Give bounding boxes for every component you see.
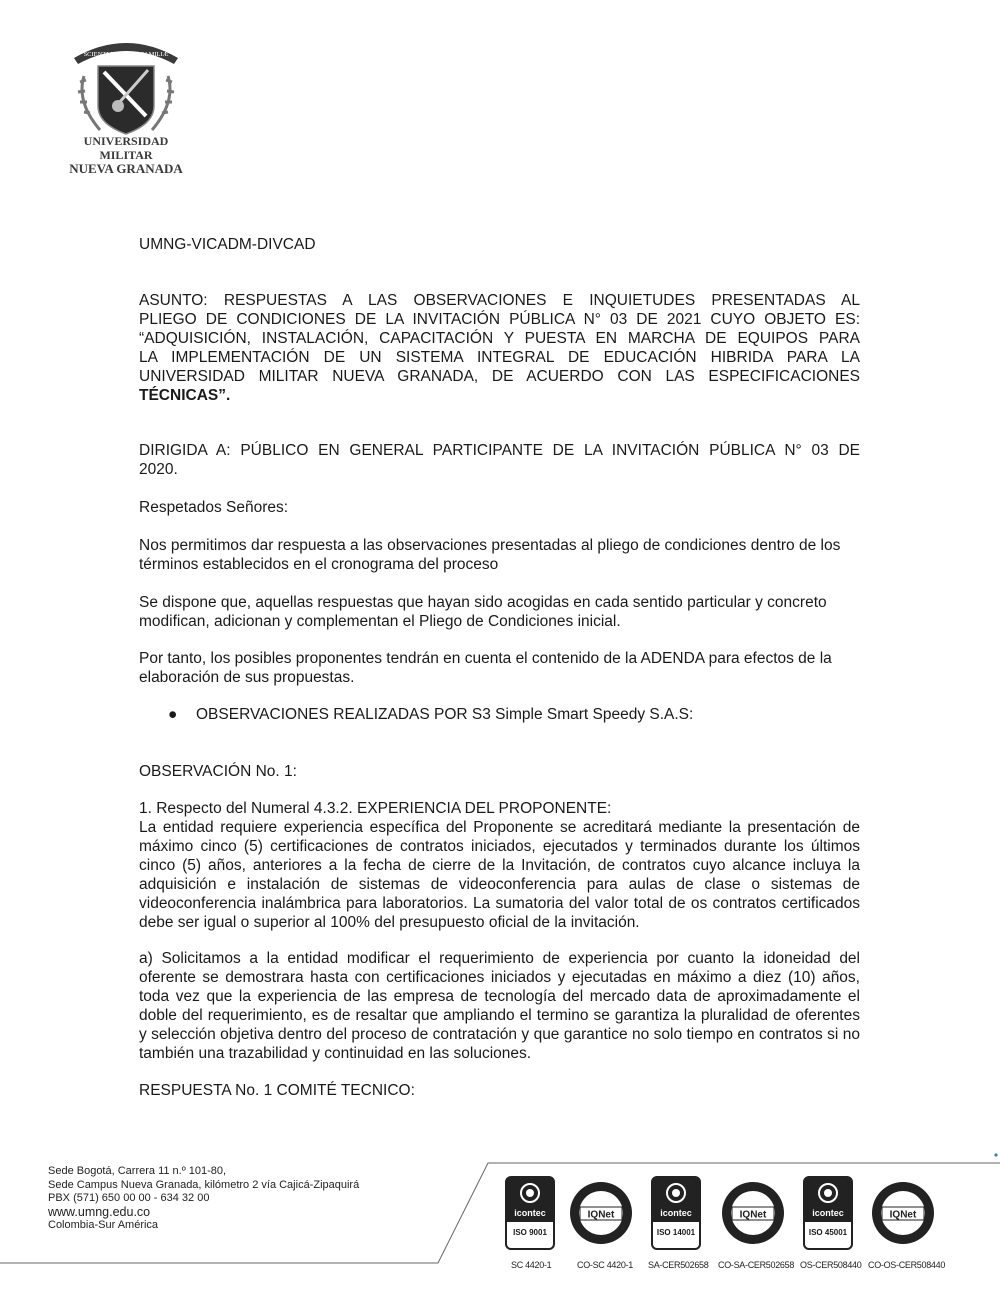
footer-contact (48, 1165, 359, 1233)
iqnet-text: IQNet (587, 1209, 615, 1221)
logo-wordmark (66, 134, 186, 176)
icontec-icon (805, 1178, 851, 1208)
iso-label: ISO 14001 (656, 1228, 696, 1237)
asunto-line: ASUNTO: RESPUESTAS A LAS OBSERVACIONES E INQUIETUDES PRESENTADAS AL (139, 292, 860, 309)
iqnet-badge (720, 1180, 786, 1246)
paragraph-adenda: Por tanto, los posibles proponentes tendrán en cuenta el contenido de la ADENDA para efectos de la elaboración de sus propuestas. (139, 650, 832, 686)
icontec-icon (507, 1178, 553, 1208)
icontec-brand: icontec (660, 1208, 692, 1218)
observation-request: a) Solicitamos a la entidad modificar el requerimiento de experiencia por cuanto la idoneidad del oferente se demostrara hasta con certificaciones iniciados y ejecutadas en máximo a diez (10) años, toda vez que la experiencia de las empresa de tecnología del mercado data de aproximadamente el doble del requerimiento, es de resaltar que ampliando el termino se garantiza la pluralidad de oferentes y selección objetiva dentro del proceso de contratación y que garantice no solo tiempo en contratos si no también una trazabilidad y continuidad en las soluciones. (139, 950, 860, 1062)
footer-phone: PBX (571) 650 00 00 - 634 32 00 (48, 1192, 210, 1204)
dirigida-line2: 2020. (139, 461, 178, 478)
paragraph-intro: Nos permitimos dar respuesta a las observaciones presentadas al pliego de condiciones dentro de los términos establecidos en el cronograma del proceso (139, 537, 841, 573)
bullet-item (168, 705, 693, 724)
cert-code: SC 4420-1 (511, 1260, 552, 1270)
logo-name-line2: NUEVA GRANADA (69, 161, 183, 176)
icontec-iso14001-badge (651, 1176, 701, 1250)
cert-code: OS-CER508440 (800, 1260, 862, 1270)
asunto-bold: TÉCNICAS”. (139, 387, 231, 404)
icontec-iso9001-badge (505, 1176, 555, 1250)
logo-motto: SCIENTIÆ PATRIÆ FAMILIÆ (83, 51, 169, 58)
icontec-brand: icontec (514, 1208, 546, 1218)
dirigida-block (139, 441, 860, 479)
response-title: RESPUESTA No. 1 COMITÉ TECNICO: (139, 1082, 415, 1099)
bullet-text: OBSERVACIONES REALIZADAS POR S3 Simple Smart Speedy S.A.S: (196, 706, 694, 723)
paragraph-disposition: Se dispone que, aquellas respuestas que hayan sido acogidas en cada sentido particular y concreto modifican, adicionan y complementan el Pliego de Condiciones inicial. (139, 594, 827, 630)
icontec-brand: icontec (812, 1208, 844, 1218)
dirigida-line1: DIRIGIDA A: PÚBLICO EN GENERAL PARTICIPANTE DE LA INVITACIÓN PÚBLICA N° 03 DE (139, 442, 860, 459)
observation-text: La entidad requiere experiencia específica del Proponente se acreditará mediante la presentación de máximo cinco (5) certificaciones de contratos iniciados, ejecutados y terminados durante los últimos cinco (5) años, anteriores a la fecha de cierre de la Invitación, de contratos cuyo alcance incluya la adquisición e instalación de sistemas de videoconferencia para aulas de clase o sistemas de videoconferencia inalámbrica para laboratorios. La sumatoria del valor total de os contratos certificados debe ser igual o superior al 100% del presupuesto oficial de la invitación. (139, 819, 860, 931)
cert-code: CO-SA-CER502658 (718, 1260, 795, 1270)
cert-code: CO-OS-CER508440 (868, 1260, 946, 1270)
iso-label: ISO 9001 (513, 1228, 547, 1237)
footer-address1: Sede Bogotá, Carrera 11 n.º 101-80, (48, 1165, 227, 1177)
footer-country: Colombia-Sur América (48, 1219, 159, 1231)
icontec-iso45001-badge (803, 1176, 853, 1250)
iqnet-badge (870, 1180, 936, 1246)
icontec-icon (653, 1178, 699, 1208)
iso-label: ISO 45001 (808, 1228, 848, 1237)
cert-code: CO-SC 4420-1 (577, 1260, 633, 1270)
asunto-block (139, 291, 860, 405)
observation-numeral: 1. Respecto del Numeral 4.3.2. EXPERIENCIA DEL PROPONENTE: (139, 800, 612, 817)
asunto-line: LA IMPLEMENTACIÓN DE UN SISTEMA INTEGRAL DE EDUCACIÓN HIBRIDA PARA LA (139, 349, 860, 366)
cert-code: SA-CER502658 (648, 1260, 709, 1270)
footer-website-link[interactable]: www.umng.edu.co (48, 1204, 151, 1219)
iqnet-badge (568, 1180, 634, 1246)
iqnet-text: IQNet (889, 1209, 917, 1221)
bullet-icon: ● (168, 706, 178, 723)
observation-title: OBSERVACIÓN No. 1: (139, 763, 297, 780)
asunto-line: “ADQUISICIÓN, INSTALACIÓN, CAPACITACIÓN Y PUESTA EN MARCHA DE EQUIPOS PARA (139, 330, 860, 347)
asunto-line: UNIVERSIDAD MILITAR NUEVA GRANADA, DE ACUERDO CON LAS ESPECIFICACIONES (139, 368, 860, 385)
observation-body (139, 799, 860, 932)
logo-name-line1: UNIVERSIDAD MILITAR (83, 134, 169, 162)
asunto-line: PLIEGO DE CONDICIONES DE LA INVITACIÓN PÚBLICA N° 03 DE 2021 CUYO OBJETO ES: (139, 311, 860, 328)
iqnet-text: IQNet (739, 1209, 767, 1221)
document-reference: UMNG-VICADM-DIVCAD (139, 236, 316, 253)
greeting: Respetados Señores: (139, 499, 289, 516)
footer-address2: Sede Campus Nueva Granada, kilómetro 2 vía Cajicá-Zipaquirá (48, 1178, 360, 1191)
